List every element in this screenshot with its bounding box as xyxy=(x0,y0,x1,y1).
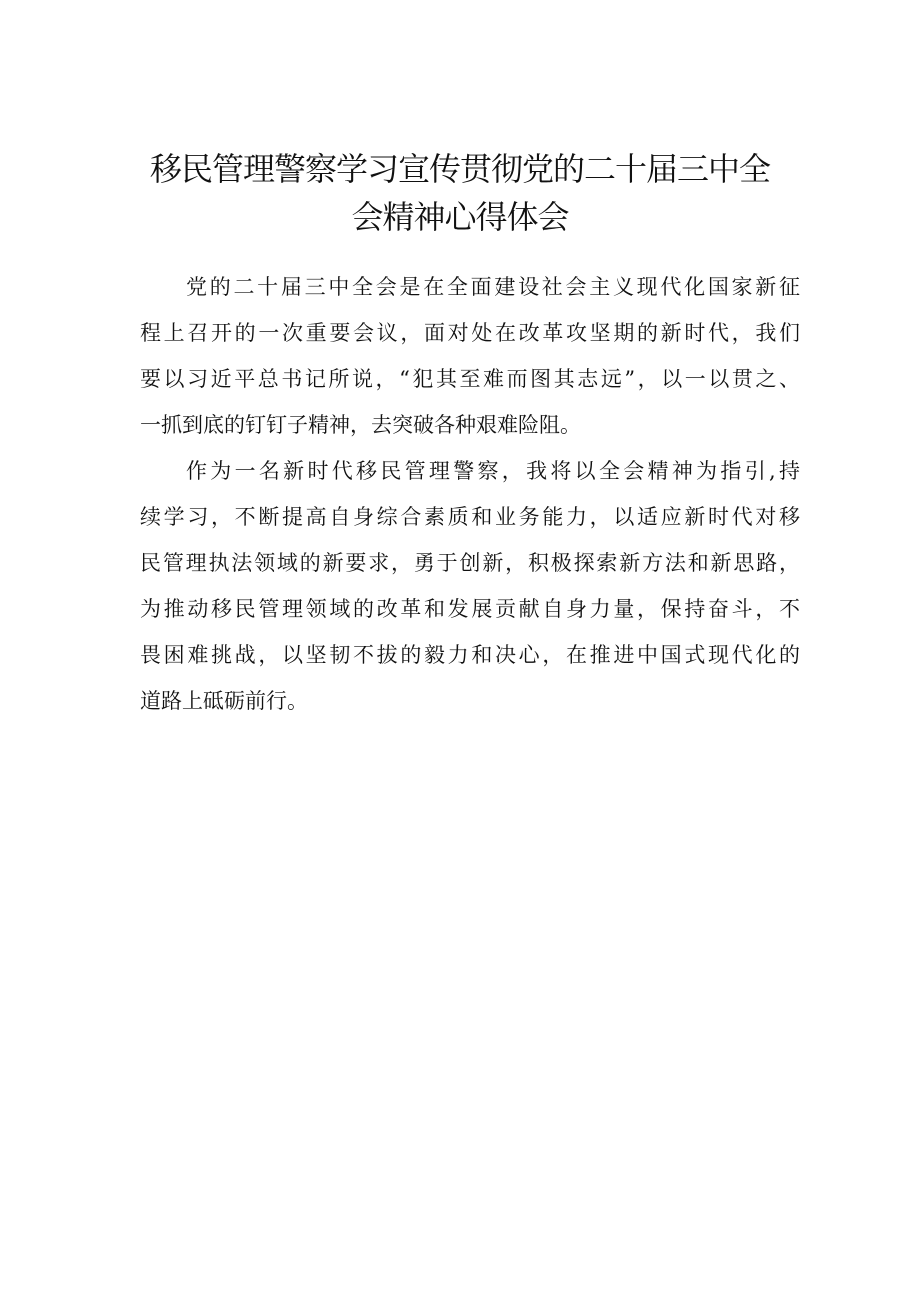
paragraph-line: 作为一名新时代移民管理警察，我将以全会精神为指引,持 xyxy=(186,459,800,483)
paragraph-line: 一抓到底的钉钉子精神，去突破各种艰难险阻。 xyxy=(140,413,581,437)
paragraph-line: 要以习近平总书记所说，“犯其至难而图其志远”，以一以贯之、 xyxy=(140,367,800,391)
paragraph-line: 党的二十届三中全会是在全面建设社会主义现代化国家新征 xyxy=(186,275,800,299)
document-title xyxy=(110,145,810,241)
paragraph-line: 民管理执法领域的新要求，勇于创新，积极探索新方法和新思路， xyxy=(140,551,800,575)
body-paragraph xyxy=(140,448,800,724)
document-body xyxy=(140,264,800,724)
title-line: 移民管理警察学习宣传贯彻党的二十届三中全 xyxy=(149,150,770,188)
title-line: 会精神心得体会 xyxy=(351,198,569,236)
paragraph-line: 道路上砥砺前行。 xyxy=(140,689,308,713)
paragraph-line: 程上召开的一次重要会议，面对处在改革攻坚期的新时代，我们 xyxy=(140,321,800,345)
paragraph-line: 畏困难挑战，以坚韧不拔的毅力和决心，在推进中国式现代化的 xyxy=(140,643,800,667)
body-paragraph xyxy=(140,264,800,448)
paragraph-line: 续学习，不断提高自身综合素质和业务能力，以适应新时代对移 xyxy=(140,505,800,529)
paragraph-line: 为推动移民管理领域的改革和发展贡献自身力量，保持奋斗，不 xyxy=(140,597,800,621)
